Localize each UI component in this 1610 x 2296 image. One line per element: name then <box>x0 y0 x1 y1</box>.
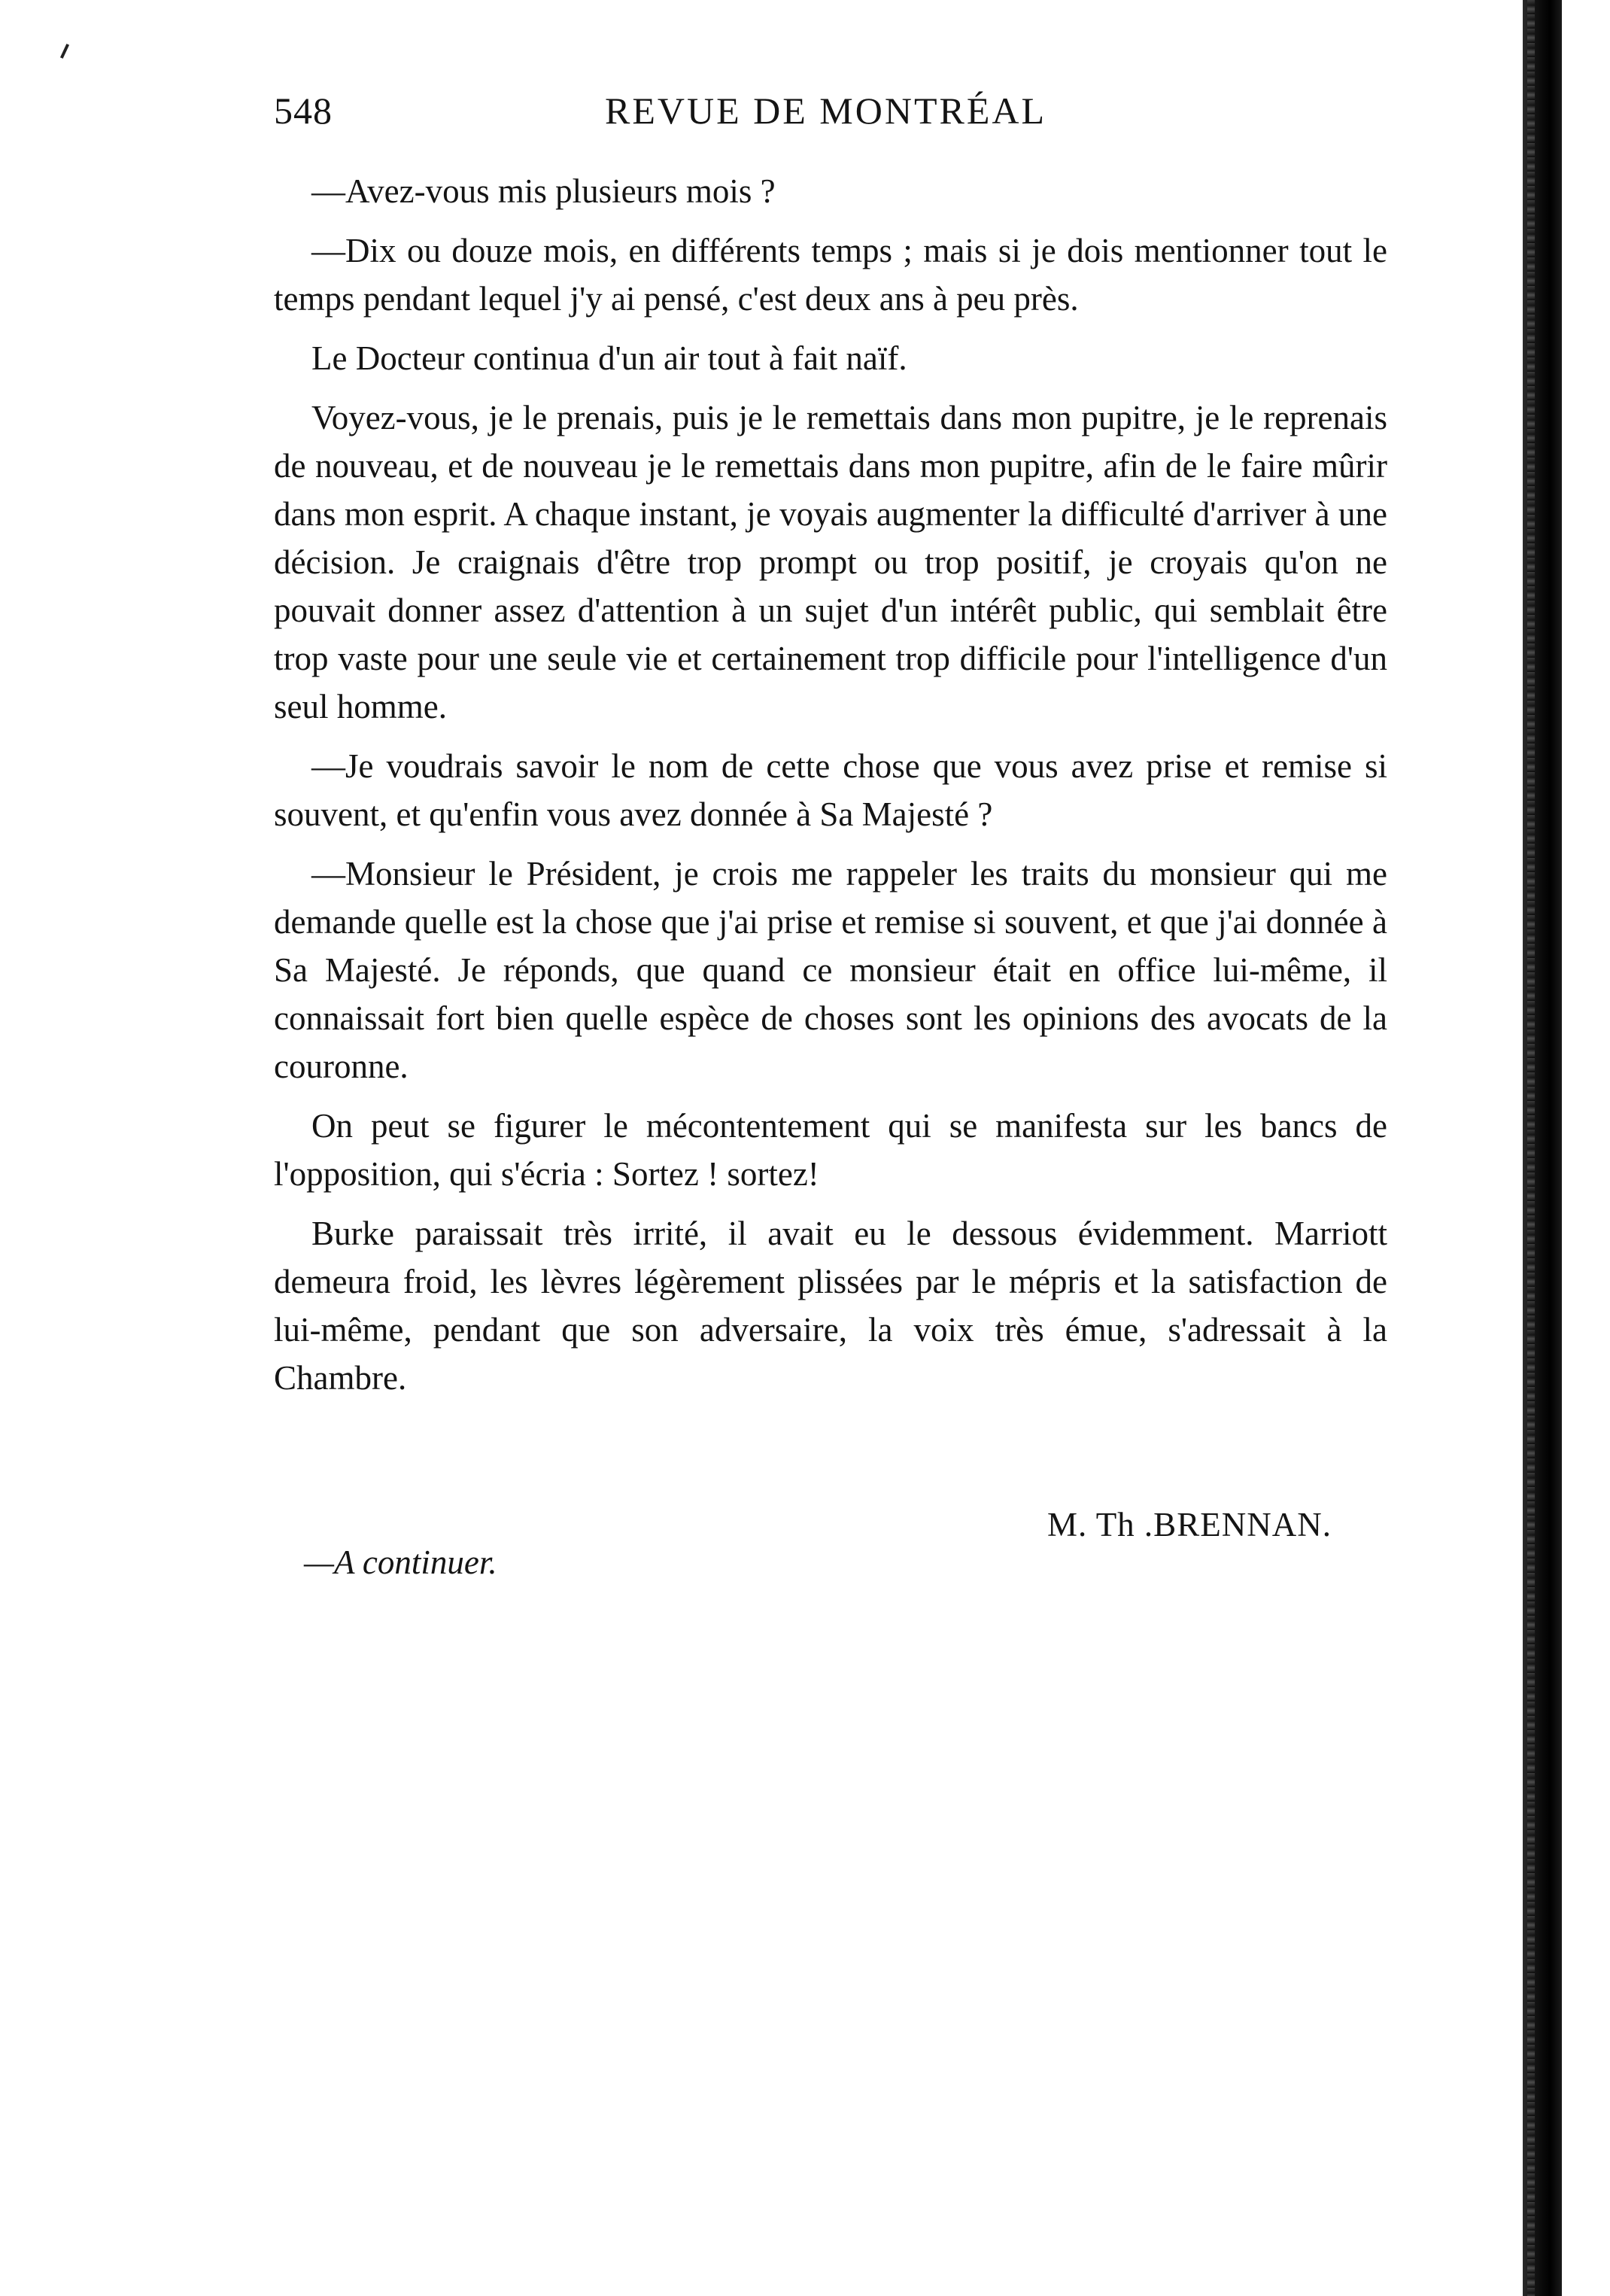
body-text <box>274 167 1387 1413</box>
paragraph: —Je voudrais savoir le nom de cette chose que vous avez prise et remise si souvent, et qu'enfin vous avez donnée à Sa Majesté ? <box>274 747 1387 833</box>
paragraph: —Monsieur le Président, je crois me rappeler les traits du monsieur qui me demande quelle est la chose que j'ai prise et remise si souvent, et que j'ai donnée à Sa Majesté. Je réponds, que quand ce monsieur était en office lui-même, il connaissait fort bien quelle espèce de choses sont les opinions des avocats de la couronne. <box>274 855 1387 1085</box>
paragraph: Le Docteur continua d'un air tout à fait naïf. <box>311 339 907 377</box>
paragraph: —Dix ou douze mois, en différents temps ; mais si je dois mentionner tout le temps pendant lequel j'y ai pensé, c'est deux ans à peu près. <box>274 232 1387 318</box>
author-signature: M. Th .BRENNAN. <box>1047 1506 1332 1543</box>
continuation-note: —A continuer. <box>304 1543 497 1581</box>
running-title: REVUE DE MONTRÉAL <box>605 90 1047 132</box>
paragraph: —Avez-vous mis plusieurs mois ? <box>311 172 776 210</box>
page-header <box>274 89 1387 141</box>
scan-binding-edge <box>1523 0 1562 2296</box>
paragraph: Burke paraissait très irrité, il avait eu le dessous évidemment. Marriott demeura froid, les lèvres légèrement plissées par le mépris et la satisfaction de lui-même, pendant que son adversaire, la voix très émue, s'adressait à la Chambre. <box>274 1215 1387 1397</box>
page-number: 548 <box>274 90 333 132</box>
stray-ink-mark <box>60 44 69 59</box>
paragraph: Voyez-vous, je le prenais, puis je le remettais dans mon pupitre, je le reprenais de nouveau, et de nouveau je le remettais dans mon pupitre, afin de le faire mûrir dans mon esprit. A chaque instant, je voyais augmenter la difficulté d'arriver à une décision. Je craignais d'être trop prompt ou trop positif, je croyais qu'on ne pouvait donner assez d'attention à un sujet d'un intérêt public, qui semblait être trop vaste pour une seule vie et certainement trop difficile pour l'intelligence d'un seul homme. <box>274 399 1387 725</box>
paragraph: On peut se figurer le mécontentement qui se manifesta sur les bancs de l'opposition, qui s'écria : Sortez ! sortez! <box>274 1107 1387 1193</box>
